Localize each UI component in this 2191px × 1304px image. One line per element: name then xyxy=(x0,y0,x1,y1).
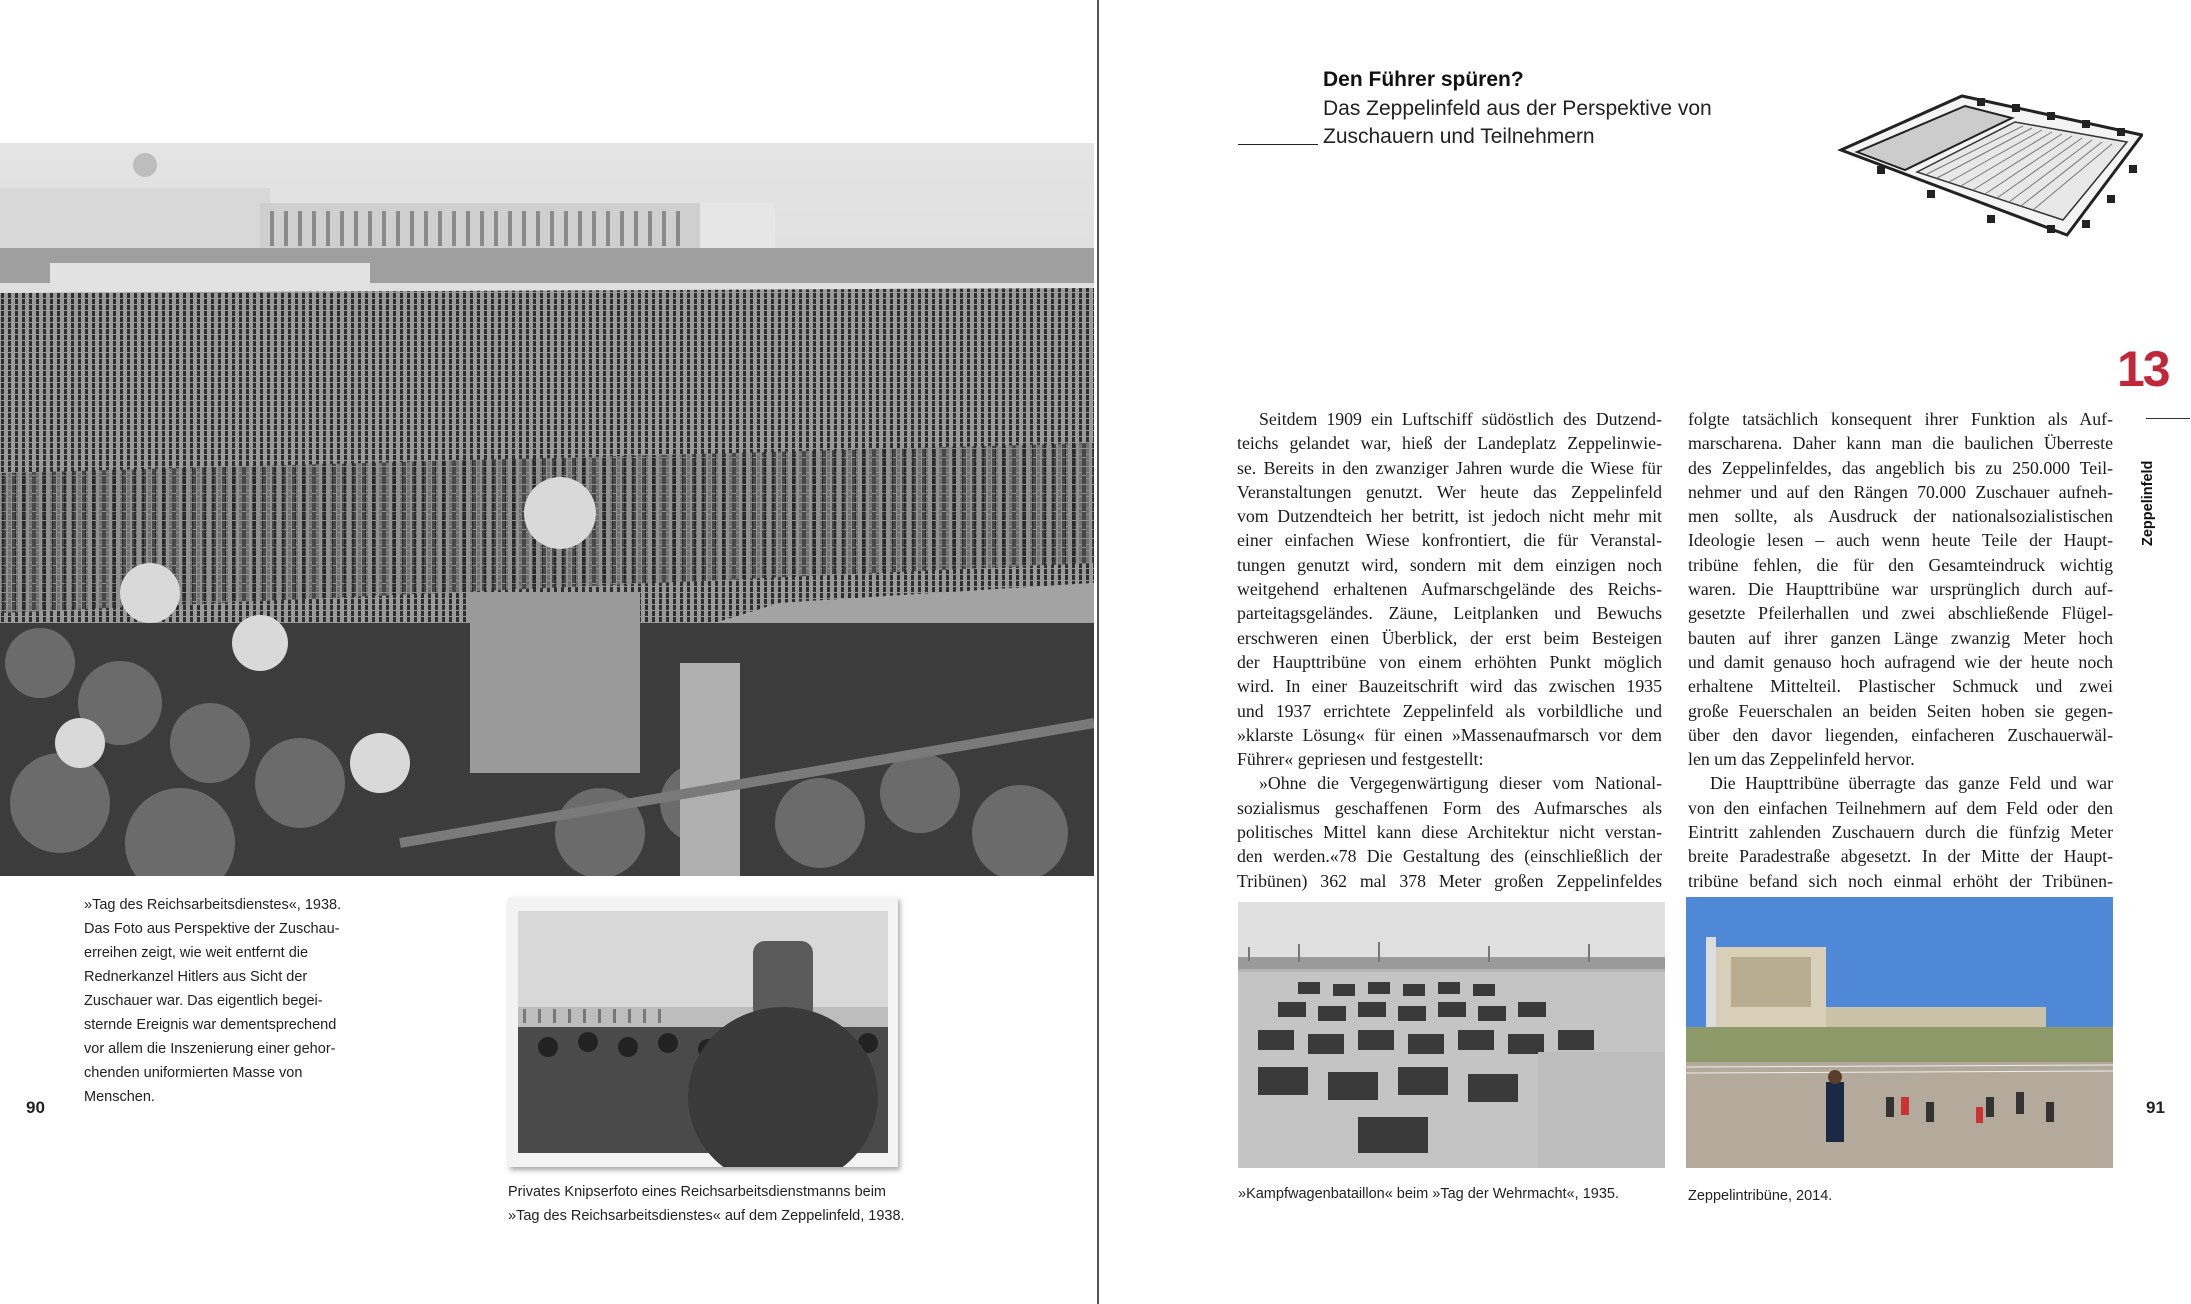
text-line: der Haupttribüne von einem erhöhten Punkt möglich xyxy=(1237,651,1662,672)
text-line: Führer« gepriesen und festgestellt: xyxy=(1237,749,1484,770)
subtitle-line: Zuschauern und Teilnehmern xyxy=(1323,125,1595,148)
text-line: Veranstaltungen genutzt. Wer heute das Zeppelinfeld xyxy=(1237,481,1662,502)
chapter-heading-subtitle xyxy=(1323,95,1712,151)
text-line: nehmer und auf den Rängen 70.000 Zuschauer aufneh- xyxy=(1688,481,2113,502)
text-line: tungen genutzt wird, sondern mit dem einzigen noch xyxy=(1237,554,1662,575)
text-line: weitgehend erhaltenen Aufmarschgelände des Reichs- xyxy=(1237,579,1662,600)
text-line: erhaltene Mittelteil. Plastischer Schmuck und zwei xyxy=(1688,676,2113,697)
text-line: se. Bereits in den zwanziger Jahren wurde die Wiese für xyxy=(1237,457,1662,478)
caption-line: »Tag des Reichsarbeitsdienstes« auf dem Zeppelinfeld, 1938. xyxy=(508,1208,905,1224)
rally-crowd-photo xyxy=(0,143,1094,876)
text-line: »Ohne die Vergegenwärtigung dieser vom National- xyxy=(1259,773,1662,794)
chapter-number: 13 xyxy=(2117,341,2169,397)
tank-photo-caption: »Kampfwagenbataillon« beim »Tag der Wehrmacht«, 1935. xyxy=(1238,1186,1619,1202)
text-line: bauten auf ihrer ganzen Länge zwanzig Meter hoch xyxy=(1688,627,2113,648)
caption-line: Rednerkanzel Hitlers aus Sicht der xyxy=(84,969,308,985)
text-line: folgte tatsächlich konsequent ihrer Funktion als Auf- xyxy=(1688,409,2113,429)
chapter-label-text: Zeppelinfeld xyxy=(2140,460,2156,546)
tank-battalion-photo xyxy=(1238,902,1665,1168)
caption-line: Das Foto aus Perspektive der Zuschau- xyxy=(84,921,340,937)
text-line: den werden.«78 Die Gestaltung des (einschließlich der xyxy=(1237,846,1662,867)
zeppelin-tribune-photo xyxy=(1686,897,2113,1168)
text-line: waren. Die Haupttribüne war ursprünglich durch auf- xyxy=(1688,579,2113,600)
text-line: einer einfachen Wiese konfrontiert, die für Veranstal- xyxy=(1237,530,1662,551)
body-text-column-right xyxy=(1688,407,2113,893)
text-line: wird. In einer Bauzeitschrift wird das zwischen 1935 xyxy=(1237,676,1662,697)
chapter-rule xyxy=(2146,418,2190,419)
caption-line: vor allem die Inszenierung einer gehor- xyxy=(84,1041,336,1057)
heading-rule xyxy=(1238,144,1318,145)
chapter-heading-title: Den Führer spüren? xyxy=(1323,68,1524,91)
text-line: politisches Mittel kann diese Architektur nicht verstan- xyxy=(1237,822,1662,843)
text-line: Die Haupttribüne überragte das ganze Feld und war xyxy=(1710,773,2113,794)
body-text-column-left xyxy=(1237,407,1662,893)
text-line: »klarste Lösung« für einen »Massenaufmarsch vor dem xyxy=(1237,724,1662,745)
text-line: tribüne fehlen, die für den Gesamteindruck wichtig xyxy=(1688,554,2113,575)
text-line: Ideologie lesen – auch wenn heute Teile der Haupt- xyxy=(1688,530,2113,551)
caption-line: »Tag des Reichsarbeitsdienstes«, 1938. xyxy=(84,897,342,913)
text-line: Tribünen) 362 mal 378 Meter großen Zeppelinfeldes xyxy=(1237,870,1662,891)
text-line: über den davor liegenden, einfacheren Zuschauerwäl- xyxy=(1688,724,2113,745)
caption-line: Zuschauer war. Das eigentlich begei- xyxy=(84,993,323,1009)
caption-line: Menschen. xyxy=(84,1089,155,1105)
text-line: große Feuerschalen an beiden Seiten hoben sie gegen- xyxy=(1688,700,2113,721)
text-line: Eintritt zahlenden Zuschauern durch die fünfzig Meter xyxy=(1688,822,2113,843)
zeppelinfeld-plan-drawing xyxy=(1837,90,2143,240)
text-line: tribüne befand sich noch einmal erhöht der Tribünen- xyxy=(1688,870,2113,891)
text-line: parteitagsgeländes. Zäune, Leitplanken und Bewuchs xyxy=(1237,603,1662,624)
text-line: sozialismus geschaffenen Form des Aufmarsches als xyxy=(1237,797,1662,818)
chapter-label xyxy=(2140,430,2160,550)
caption-line: chenden uniformierten Masse von xyxy=(84,1065,303,1081)
text-line: und 1937 errichtete Zeppelinfeld als vorbildliche und xyxy=(1237,700,1662,721)
caption-line: erreihen zeigt, wie weit entfernt die xyxy=(84,945,309,961)
text-line: und damit genauso hoch aufragend wie der heute noch xyxy=(1688,651,2113,672)
text-line: Seitdem 1909 ein Luftschiff südöstlich des Dutzend- xyxy=(1259,409,1662,429)
text-line: gesetzte Pfeilerhallen und zwei abschließende Flügel- xyxy=(1688,603,2113,624)
text-line: men sollte, als Ausdruck der nationalsozialistischen xyxy=(1688,506,2113,527)
crowd-photo-caption xyxy=(84,893,341,1109)
text-line: marscharena. Daher kann man die baulichen Überreste xyxy=(1688,433,2113,454)
text-line: breite Paradestraße abgesetzt. In der Mitte der Haupt- xyxy=(1688,846,2113,867)
text-line: vom Dutzendteich her betritt, ist jedoch nicht mehr mit xyxy=(1237,506,1662,527)
text-line: des Zeppelinfeldes, das angeblich bis zu 250.000 Teil- xyxy=(1688,457,2113,478)
text-line: erschweren einen Überblick, der erst beim Besteigen xyxy=(1237,627,1662,648)
tribune-photo-caption: Zeppelintribüne, 2014. xyxy=(1688,1188,1833,1204)
page-number-left: 90 xyxy=(26,1098,45,1117)
text-line: teichs gelandet war, hieß der Landeplatz Zeppelinwie- xyxy=(1237,433,1662,454)
caption-line: sternde Ereignis war dementsprechend xyxy=(84,1017,337,1033)
page-number-right: 91 xyxy=(2146,1098,2165,1117)
snapshot-photo xyxy=(508,897,898,1167)
text-line: len um das Zeppelinfeld hervor. xyxy=(1688,749,1915,770)
snapshot-caption xyxy=(508,1180,905,1228)
caption-line: Privates Knipserfoto eines Reichsarbeitsdienstmanns beim xyxy=(508,1184,886,1200)
text-line: von den einfachen Teilnehmern auf dem Feld oder den xyxy=(1688,797,2113,818)
subtitle-line: Das Zeppelinfeld aus der Perspektive von xyxy=(1323,97,1712,120)
